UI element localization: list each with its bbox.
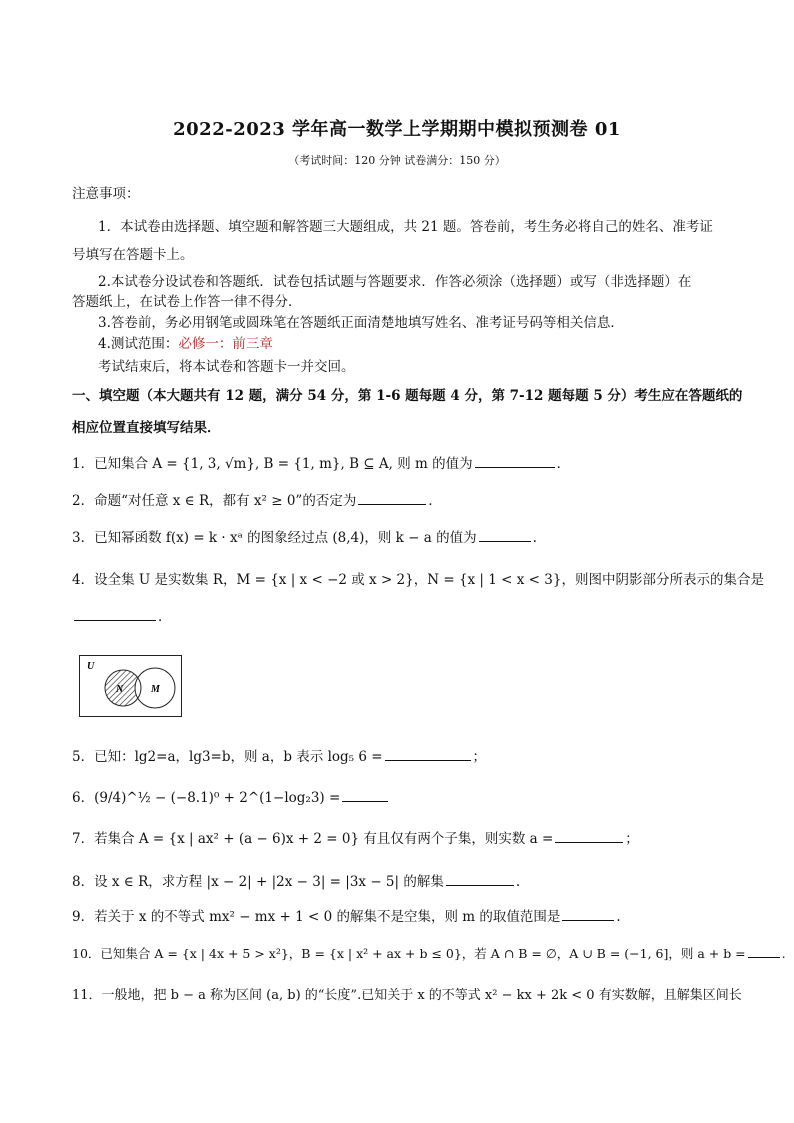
question-3-end: .	[532, 530, 537, 546]
question-2	[72, 491, 442, 511]
notice-item-1: 1．本试卷由选择题、填空题和解答题三大题组成，共 21 题。答卷前，考生务必将自己的姓名、准考证	[98, 219, 713, 235]
question-9-text: 9．若关于 x 的不等式 mx² − mx + 1 < 0 的解集不是空集，则 m 的取值范围是	[72, 909, 561, 925]
notice-item-4	[98, 334, 273, 354]
question-4: 4．设全集 U 是实数集 R，M = {x | x < −2 或 x > 2}，N = {x | 1 < x < 3}，则图中阴影部分所表示的集合是	[72, 572, 764, 588]
question-9	[72, 907, 621, 927]
question-3	[72, 528, 537, 548]
question-4-end: ．	[158, 609, 172, 625]
question-5	[72, 747, 486, 767]
answer-blank-6[interactable]	[342, 789, 388, 802]
answer-blank-4[interactable]	[74, 608, 156, 621]
universe-label: U	[87, 661, 95, 672]
answer-blank-9[interactable]	[562, 908, 614, 921]
test-scope: 必修一：前三章	[178, 336, 273, 352]
question-5-text: 5．已知：lg2=a，lg3=b，则 a，b 表示 log₅ 6 =	[72, 749, 383, 765]
question-8-end: .	[515, 874, 521, 890]
question-6	[72, 788, 390, 808]
notice-item-2-cont: 答题纸上，在试卷上作答一律不得分．	[72, 294, 302, 310]
question-7-text: 7．若集合 A = {x | ax² + (a − 6)x + 2 = 0} 有且仅有两个子集，则实数 a =	[72, 831, 554, 847]
exam-info: （考试时间：120 分钟 试卷满分：150 分）	[288, 154, 506, 167]
question-1	[72, 454, 570, 474]
question-9-end: .	[616, 909, 621, 925]
question-11: 11．一般地，把 b − a 称为区间 (a, b) 的“长度”.已知关于 x 的不等式 x² − kx + 2k < 0 有实数解，且解集区间长	[72, 988, 742, 1003]
question-1-text: 1．已知集合 A = {1, 3, √m}, B = {1, m}, B ⊆ A, 则 m 的值为	[72, 456, 473, 472]
set-n-label: N	[116, 684, 124, 695]
question-10-end: .	[781, 946, 786, 961]
notice-item-5: 考试结束后，将本试卷和答题卡一并交回。	[98, 359, 355, 375]
answer-blank-2[interactable]	[358, 492, 426, 505]
notice-item-3: 3.答卷前，务必用钢笔或圆珠笔在答题纸正面清楚地填写姓名、准考证号码等相关信息．	[98, 315, 624, 331]
venn-diagram	[79, 655, 182, 717]
notice-heading: 注意事项：	[72, 186, 140, 202]
notice-item-4-label: 4.测试范围：	[98, 336, 179, 352]
question-4-cont	[72, 607, 172, 627]
question-8	[72, 872, 520, 892]
answer-blank-8[interactable]	[446, 873, 514, 886]
set-m-label: M	[151, 684, 160, 695]
question-1-end: ．	[556, 456, 571, 472]
question-2-text: 2．命题“对任意 x ∈ R，都有 x² ≥ 0”的否定为	[72, 493, 357, 509]
answer-blank-3[interactable]	[479, 529, 531, 542]
question-7	[72, 829, 639, 849]
section-heading: 一、填空题（本大题共有 12 题，满分 54 分，第 1-6 题每题 4 分，第 7-12 题每题 5 分）考生应在答题纸的	[72, 388, 743, 404]
question-5-end: ；	[472, 749, 487, 765]
question-8-text: 8．设 x ∈ R，求方程 |x − 2| + |2x − 3| = |3x − 5| 的解集	[72, 874, 444, 890]
answer-blank-7[interactable]	[555, 830, 623, 843]
question-2-end: ．	[428, 493, 442, 509]
question-3-text: 3．已知幂函数 f(x) = k · xᵃ 的图象经过点 (8,4)，则 k − a 的值为	[72, 530, 477, 546]
question-6-text: 6．(9/4)^½ − (−8.1)⁰ + 2^(1−log₂3) =	[72, 790, 341, 806]
question-7-end: ；	[625, 831, 639, 847]
question-10	[72, 944, 786, 964]
page-title: 2022-2023 学年高一数学上学期期中模拟预测卷 01	[173, 119, 621, 140]
question-10-text: 10．已知集合 A = {x | 4x + 5 > x²}，B = {x | x² + ax + b ≤ 0}，若 A ∩ B = ∅，A ∪ B = (−1, 6]，则 a + b =	[72, 946, 746, 961]
notice-item-2: 2.本试卷分设试卷和答题纸．试卷包括试题与答题要求．作答必须涂（选择题）或写（非选择题）在	[98, 274, 692, 290]
section-heading-cont: 相应位置直接填写结果．	[72, 420, 221, 436]
answer-blank-1[interactable]	[475, 455, 555, 468]
answer-blank-5[interactable]	[385, 748, 471, 761]
answer-blank-10[interactable]	[748, 945, 780, 958]
notice-item-1-cont: 号填写在答题卡上。	[72, 247, 194, 263]
